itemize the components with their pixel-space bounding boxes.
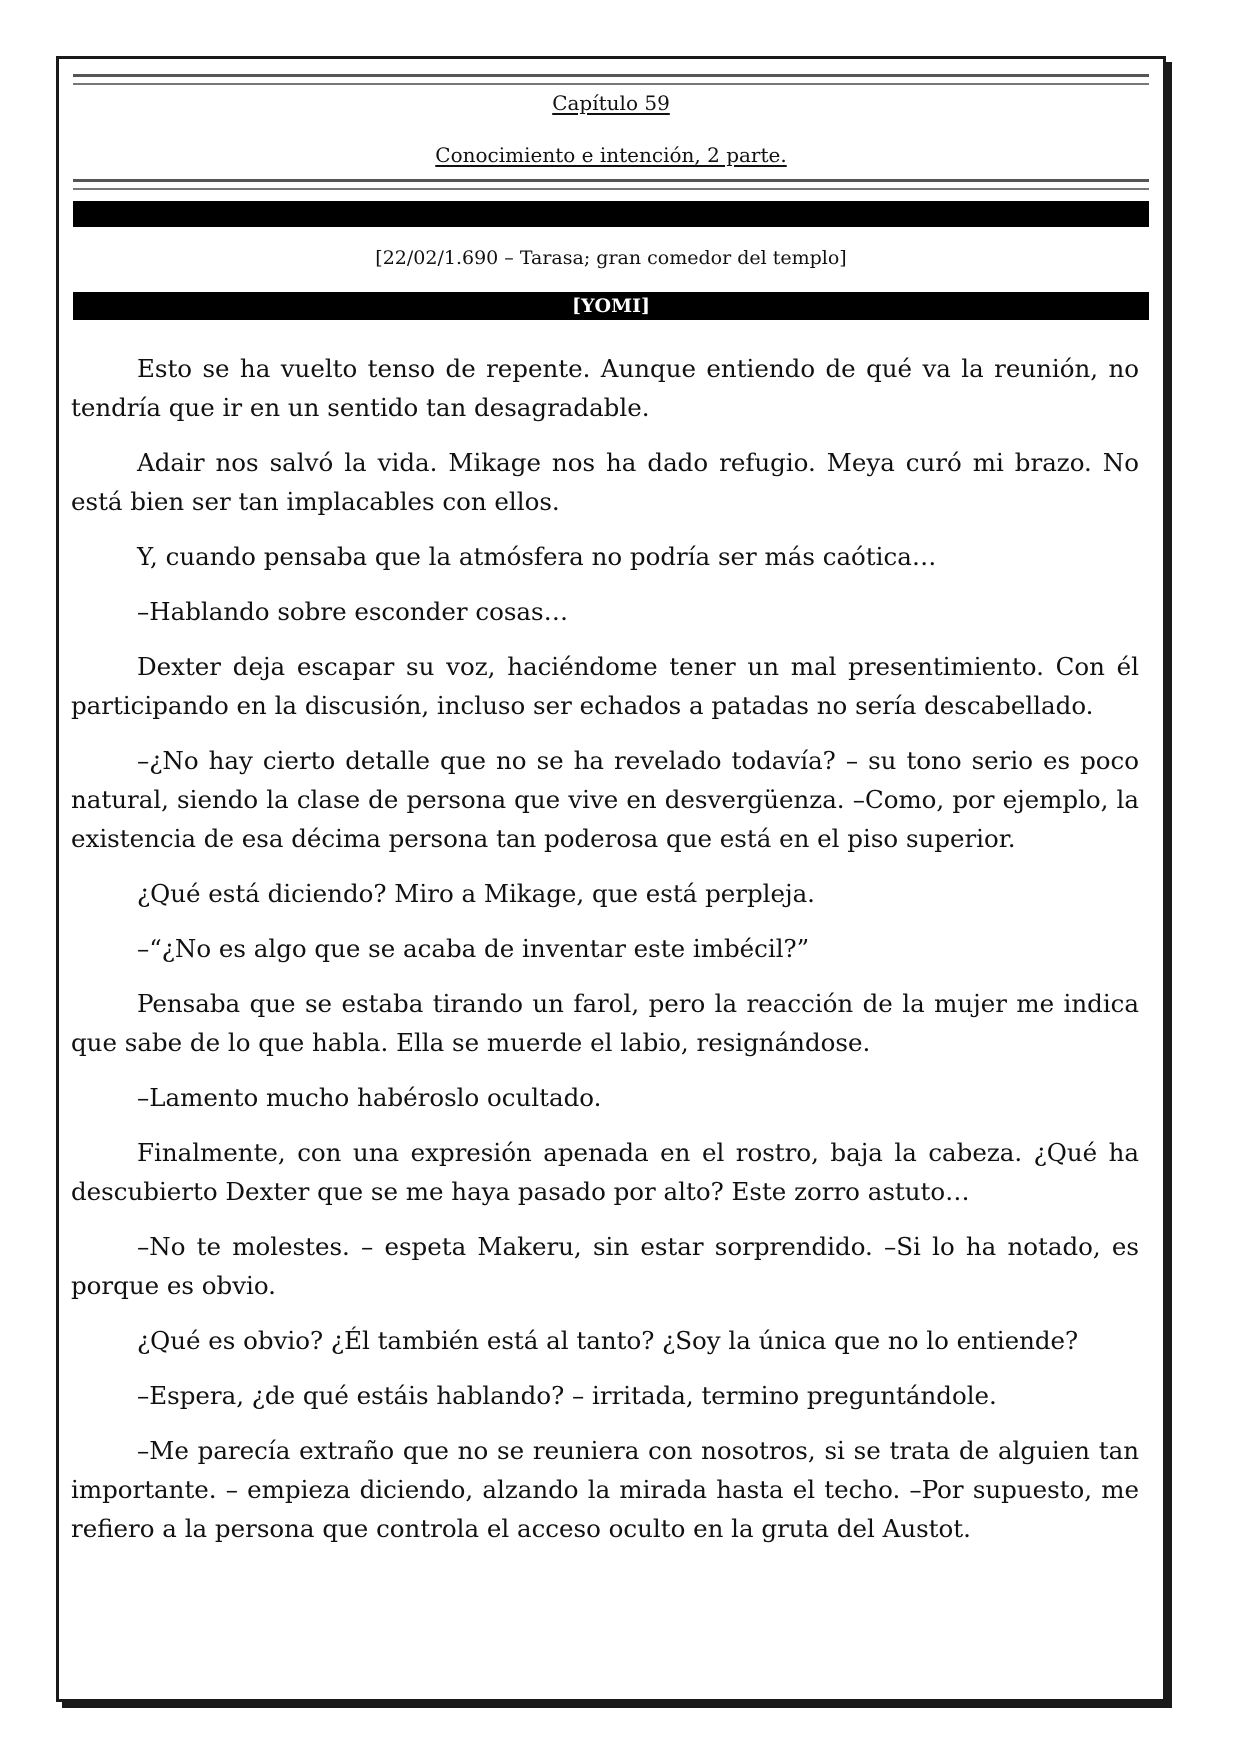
- pov-label: [YOMI]: [73, 292, 1149, 320]
- scene-header: [22/02/1.690 – Tarasa; gran comedor del templo]: [375, 247, 847, 269]
- chapter-number: Capítulo 59: [552, 91, 670, 115]
- paragraph: –Lamento mucho habéroslo ocultado.: [137, 1083, 602, 1112]
- paragraph: –No te molestes. – espeta Makeru, sin estar sorprendido. –Si lo ha notado, es porque es obvio.: [71, 1232, 1139, 1300]
- paragraph: Esto se ha vuelto tenso de repente. Aunque entiendo de qué va la reunión, no tendría que ir en un sentido tan desagradable.: [71, 354, 1139, 422]
- body-text: [71, 349, 1139, 1564]
- paragraph: Adair nos salvó la vida. Mikage nos ha dado refugio. Meya curó mi brazo. No está bien ser tan implacables con ellos.: [71, 448, 1139, 516]
- paragraph: Y, cuando pensaba que la atmósfera no podría ser más caótica…: [137, 542, 937, 571]
- paragraph: Finalmente, con una expresión apenada en el rostro, baja la cabeza. ¿Qué ha descubierto Dexter que se me haya pasado por alto? Este zorro astuto…: [71, 1138, 1139, 1206]
- page-frame: [56, 56, 1166, 1702]
- paragraph: –Espera, ¿de qué estáis hablando? – irritada, termino preguntándole.: [137, 1381, 997, 1410]
- paragraph: –¿No hay cierto detalle que no se ha revelado todavía? – su tono serio es poco natural, siendo la clase de persona que vive en desvergüenza. –Como, por ejemplo, la existencia de esa décima persona tan poderosa que está en el piso superior.: [71, 746, 1139, 853]
- paragraph: ¿Qué es obvio? ¿Él también está al tanto? ¿Soy la única que no lo entiende?: [137, 1326, 1079, 1355]
- paragraph: –“¿No es algo que se acaba de inventar este imbécil?”: [137, 934, 810, 963]
- chapter-title: Conocimiento e intención, 2 parte.: [435, 143, 787, 167]
- top-double-rule: [73, 74, 1149, 85]
- middle-double-rule: [73, 179, 1149, 190]
- paragraph: Dexter deja escapar su voz, haciéndome tener un mal presentimiento. Con él participando en la discusión, incluso ser echados a patadas no sería descabellado.: [71, 652, 1139, 720]
- paragraph: –Me parecía extraño que no se reuniera con nosotros, si se trata de alguien tan importante. – empieza diciendo, alzando la mirada hasta el techo. –Por supuesto, me refiero a la persona que controla el acceso oculto en la gruta del Austot.: [71, 1436, 1139, 1543]
- paragraph: –Hablando sobre esconder cosas…: [137, 597, 569, 626]
- black-divider-bar: [73, 201, 1149, 227]
- paragraph: Pensaba que se estaba tirando un farol, pero la reacción de la mujer me indica que sabe de lo que habla. Ella se muerde el labio, resignándose.: [71, 989, 1139, 1057]
- paragraph: ¿Qué está diciendo? Miro a Mikage, que está perpleja.: [137, 879, 815, 908]
